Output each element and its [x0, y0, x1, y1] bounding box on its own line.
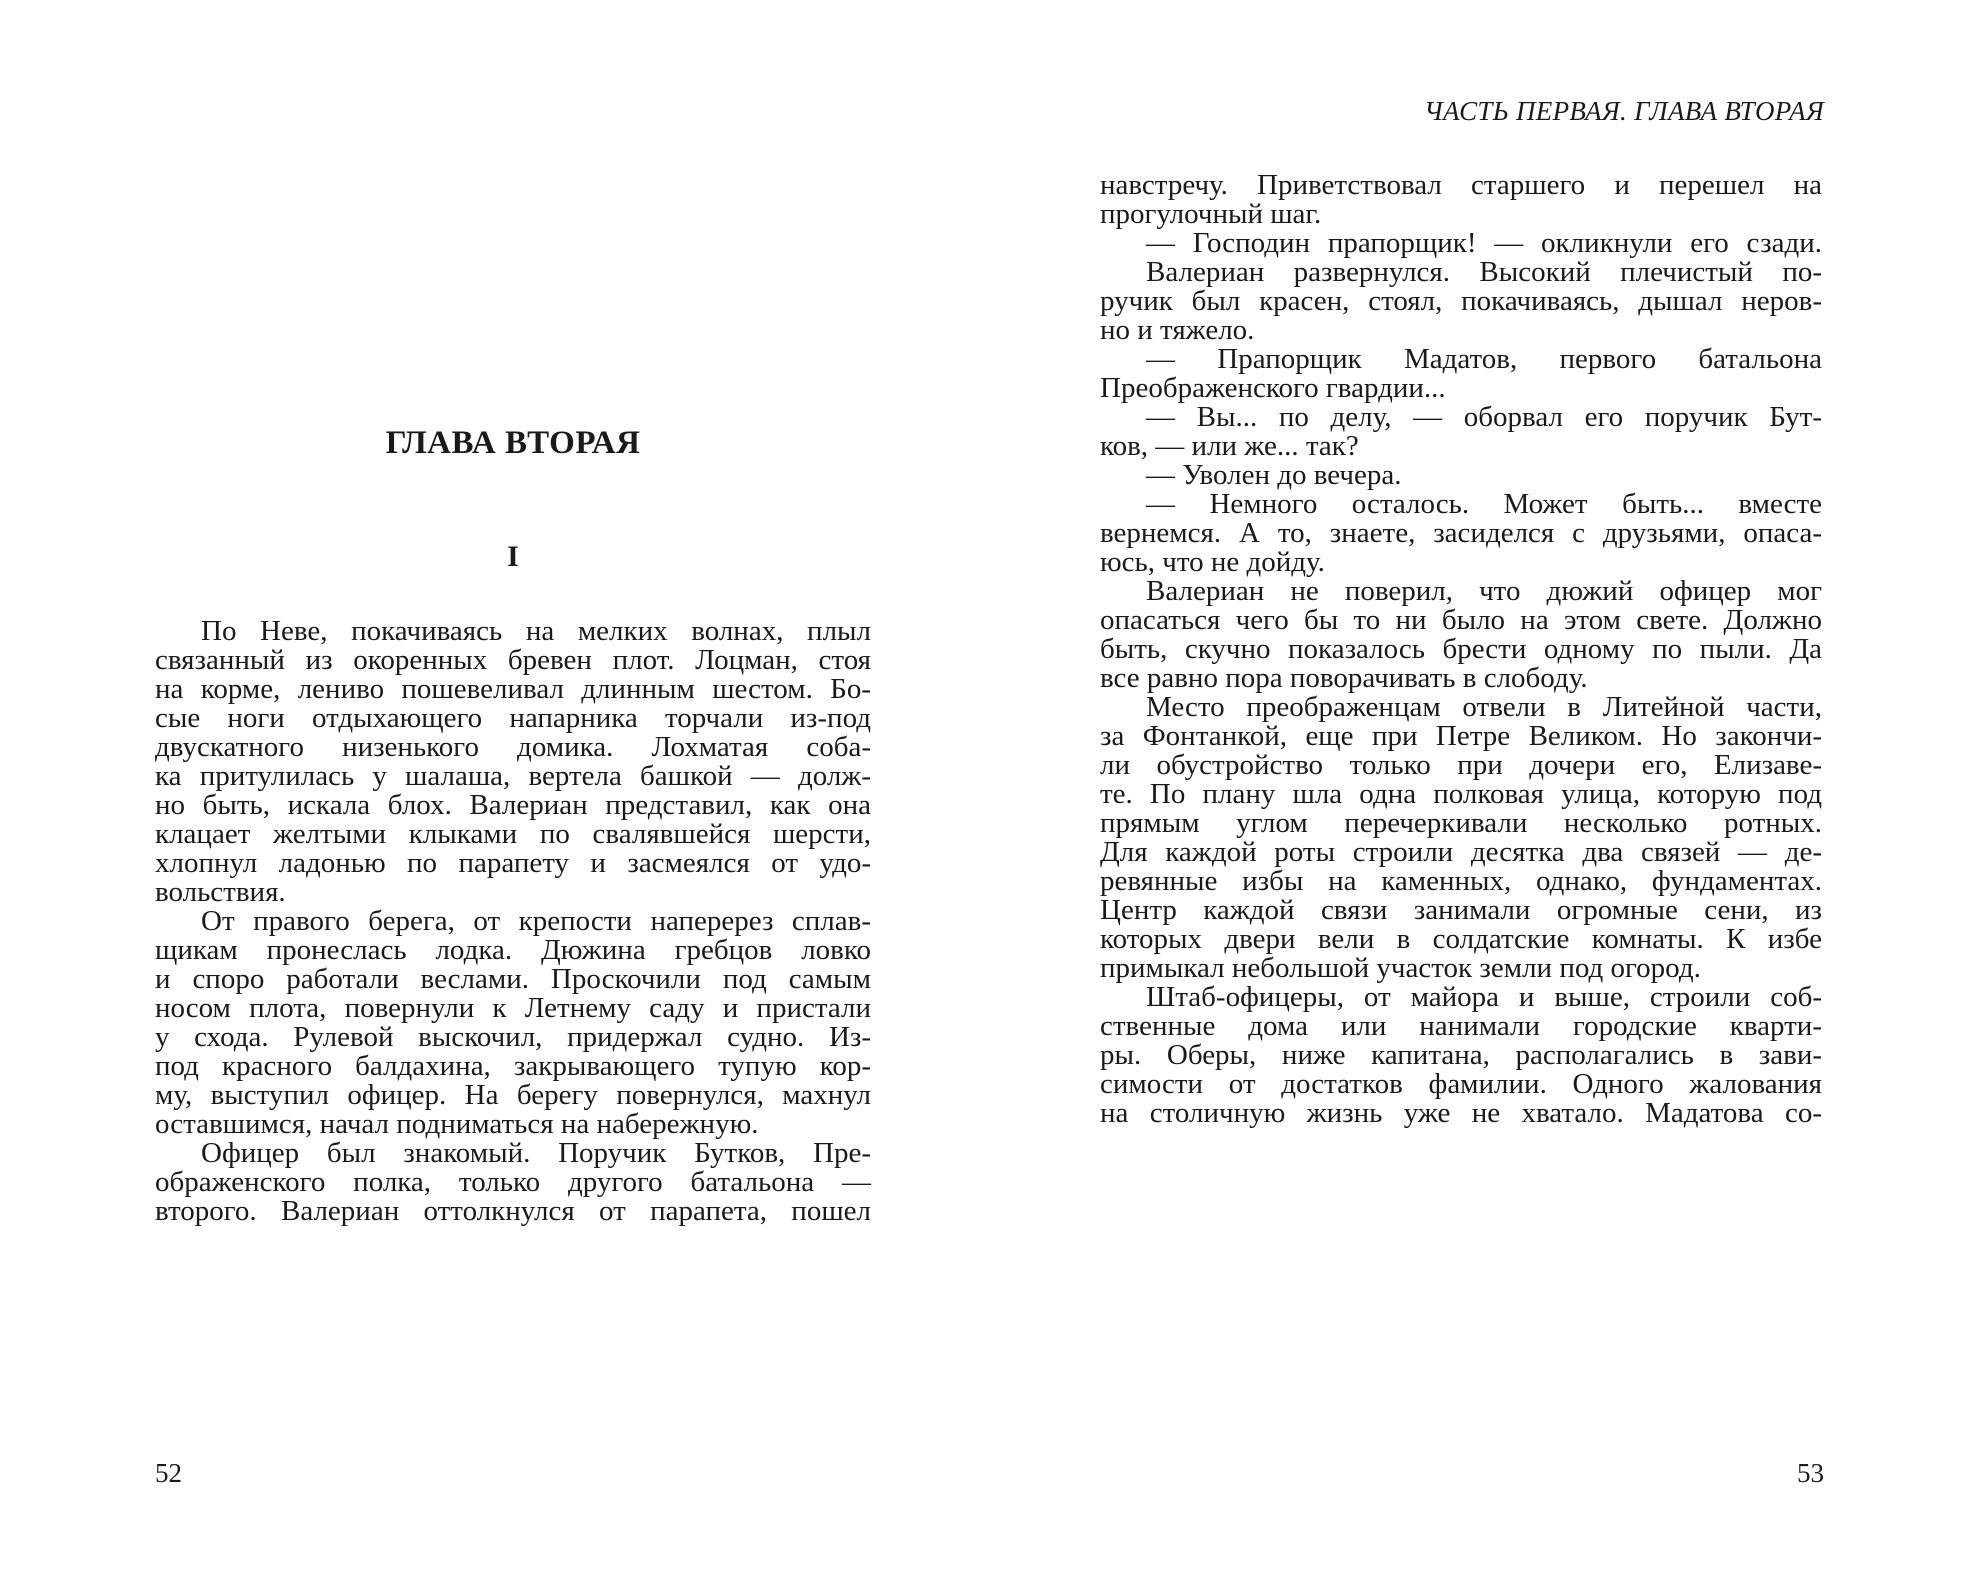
- page-number-right: 53: [1797, 1458, 1824, 1488]
- right-page-body: [1100, 167, 1822, 1129]
- text-line: Место преображенцам отвели в Литейной части,: [1146, 691, 1822, 723]
- text-line: ревянные избы на каменных, однако, фундаментах.: [1100, 865, 1822, 897]
- text-line: носом плота, повернули к Летнему саду и пристали: [155, 992, 871, 1024]
- text-line: ственные дома или нанимали городские кварти-: [1100, 1010, 1822, 1042]
- text-line: хлопнул ладонью по парапету и засмеялся от удо-: [155, 847, 871, 879]
- text-line: — Господин прапорщик! — окликнули его сзади.: [1146, 227, 1822, 259]
- text-line: примыкал небольшой участок земли под огород.: [1100, 952, 1701, 984]
- running-head: ЧАСТЬ ПЕРВАЯ. ГЛАВА ВТОРАЯ: [1424, 96, 1824, 126]
- text-line: вернемся. А то, знаете, засиделся с друзьями, опаса-: [1100, 517, 1822, 549]
- text-line: все равно пора поворачивать в слободу.: [1100, 662, 1588, 694]
- text-line: ли обустройство только при дочери его, Елизаве-: [1100, 749, 1822, 781]
- text-line: но и тяжело.: [1100, 314, 1255, 346]
- left-page-body: [155, 613, 871, 1227]
- text-line: опасаться чего бы то ни было на этом свете. Должно: [1100, 604, 1822, 636]
- right-page: [985, 0, 1969, 1575]
- text-line: От правого берега, от крепости наперерез сплав-: [201, 905, 871, 937]
- text-line: — Уволен до вечера.: [1146, 459, 1402, 491]
- text-line: щикам пронеслась лодка. Дюжина гребцов ловко: [155, 934, 871, 966]
- text-line: на столичную жизнь уже не хватало. Мадатова со-: [1100, 1097, 1822, 1129]
- page-number-left: 52: [155, 1458, 182, 1488]
- text-line: быть, скучно показалось брести одному по пыли. Да: [1100, 633, 1822, 665]
- text-line: ручик был красен, стоял, покачиваясь, дышал неров-: [1100, 285, 1822, 317]
- text-line: сые ноги отдыхающего напарника торчали из-под: [155, 702, 871, 734]
- text-line: за Фонтанкой, еще при Петре Великом. Но закончи-: [1100, 720, 1822, 752]
- text-line: симости от достатков фамилии. Одного жалования: [1100, 1068, 1822, 1100]
- text-line: му, выступил офицер. На берегу повернулся, махнул: [155, 1079, 871, 1111]
- text-line: ка притулилась у шалаша, вертела башкой — долж-: [155, 760, 871, 792]
- section-number: I: [507, 540, 519, 573]
- text-line: юсь, что не дойду.: [1100, 546, 1325, 578]
- text-line: По Неве, покачиваясь на мелких волнах, плыл: [201, 615, 871, 647]
- text-line: Валериан не поверил, что дюжий офицер мог: [1146, 575, 1822, 607]
- text-line: связанный из окоренных бревен плот. Лоцман, стоя: [155, 644, 871, 676]
- text-line: оставшимся, начал подниматься на набережную.: [155, 1108, 759, 1140]
- text-line: но быть, искала блох. Валериан представил, как она: [155, 789, 871, 821]
- text-line: Офицер был знакомый. Поручик Бутков, Пре-: [201, 1137, 871, 1169]
- text-line: навстречу. Приветствовал старшего и перешел на: [1100, 169, 1822, 201]
- text-line: Для каждой роты строили десятка два связей — де-: [1100, 836, 1822, 868]
- text-line: ков, — или же... так?: [1100, 430, 1359, 462]
- text-line: ображенского полка, только другого батальона —: [155, 1166, 871, 1198]
- text-line: двускатного низенького домика. Лохматая соба-: [155, 731, 871, 763]
- text-line: которых двери вели в солдатские комнаты. К избе: [1100, 923, 1822, 955]
- text-line: Штаб-офицеры, от майора и выше, строили соб-: [1146, 981, 1822, 1013]
- text-line: под красного балдахина, закрывающего тупую кор-: [155, 1050, 871, 1082]
- text-line: и споро работали веслами. Проскочили под самым: [155, 963, 871, 995]
- text-line: на корме, лениво пошевеливал длинным шестом. Бо-: [155, 673, 871, 705]
- text-line: клацает желтыми клыками по свалявшейся шерсти,: [155, 818, 871, 850]
- text-line: прямым углом перечеркивали несколько ротных.: [1100, 807, 1822, 839]
- chapter-title: ГЛАВА ВТОРАЯ: [385, 425, 641, 461]
- left-page: [0, 0, 984, 1575]
- text-line: второго. Валериан оттолкнулся от парапета, пошел: [155, 1195, 871, 1227]
- text-line: у схода. Рулевой выскочил, придержал судно. Из-: [155, 1021, 871, 1053]
- text-line: прогулочный шаг.: [1100, 198, 1322, 230]
- text-line: — Немного осталось. Может быть... вместе: [1146, 488, 1822, 520]
- text-line: те. По плану шла одна полковая улица, которую под: [1100, 778, 1822, 810]
- text-line: Валериан развернулся. Высокий плечистый по-: [1146, 256, 1822, 288]
- text-line: — Прапорщик Мадатов, первого батальона: [1146, 343, 1822, 375]
- text-line: вольствия.: [155, 876, 286, 908]
- text-line: Преображенского гвардии...: [1100, 372, 1446, 404]
- text-line: ры. Оберы, ниже капитана, располагались в зави-: [1100, 1039, 1822, 1071]
- text-line: Центр каждой связи занимали огромные сени, из: [1100, 894, 1822, 926]
- text-line: — Вы... по делу, — оборвал его поручик Бут-: [1146, 401, 1822, 433]
